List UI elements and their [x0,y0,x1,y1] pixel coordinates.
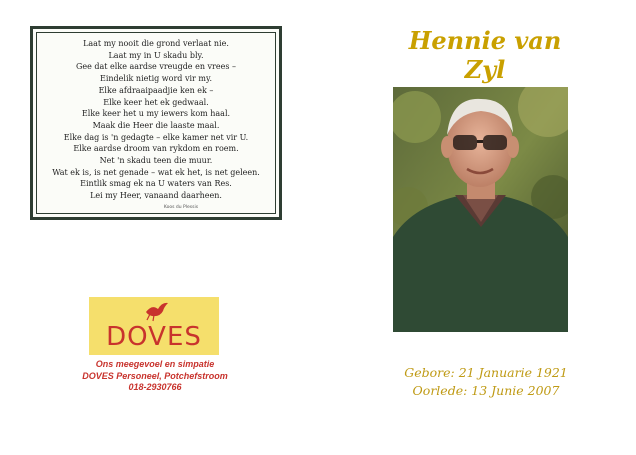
deceased-name: Hennie van Zyl [408,26,562,84]
poem-line: Net 'n skadu teen die muur. [99,156,213,166]
poem-line: Laat my nooit die grond verlaat nie. [83,39,229,48]
poem-line: Elke afdraaipaadjie ken ek – [98,85,214,95]
poem-line: Wat ek is, is net genade – wat ek het, is net geleen. [52,167,260,177]
poem-line: Eintlik smag ek na U waters van Res. [80,179,232,189]
portrait-illustration [393,87,568,332]
portrait-photo [393,87,568,332]
poem-line: Laat my in U skadu bly. [108,50,204,60]
poem-line: Maak die Heer die laaste maal. [92,120,220,130]
poem-inner-border [36,32,276,214]
doves-logo [89,297,219,355]
poem-author: Koos du Plessis [163,205,199,210]
doves-logo-text: DOVES [106,322,202,352]
sponsor-message [60,359,250,394]
poem-line: Elke aardse droom van rykdom en roem. [73,144,239,154]
dove-icon [144,300,170,322]
dates-block [386,364,586,400]
death-date: Oorlede: 13 Junie 2007 [412,383,560,398]
sponsor-condolence: Ons meegevoel en simpatie [95,359,215,369]
poem-frame [30,26,282,220]
birth-date: Gebore: 21 Januarie 1921 [404,365,568,380]
poem-line: Gee dat elke aardse vreugde en vrees – [76,62,236,72]
poem-line: Lei my Heer, vanaand daarheen. [90,191,222,201]
sponsor-phone: 018-2930766 [128,382,182,392]
poem-lines [37,38,275,202]
poem-line: Elke keer het ek gedwaal. [103,97,209,107]
sponsor-staff: DOVES Personeel, Potchefstroom [82,370,228,381]
poem-line: Elke dag is 'n gedagte – elke kamer net vir U. [63,132,249,142]
poem-line: Elke keer het u my iewers kom haal. [81,109,231,119]
poem-line: Eindelik nietig word vir my. [100,74,212,84]
